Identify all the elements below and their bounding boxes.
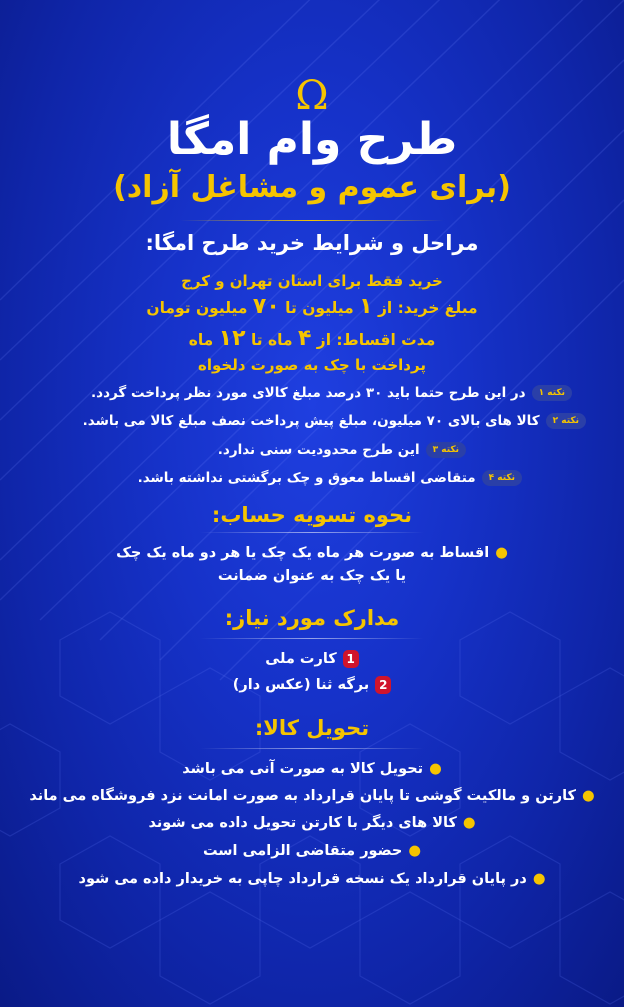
note-text: کالا های بالای ۷۰ میلیون، مبلغ پیش پرداخت نصف مبلغ کالا می باشد. [82,413,540,429]
term-mid: ماه تا [250,331,293,349]
settlement-heading: نحوه تسویه حساب: [211,503,413,527]
bullet-icon: ● [462,815,476,831]
documents-heading: مدارک مورد نیاز: [224,606,400,630]
bullet-icon: ● [495,545,508,561]
note-tag: نکته ۱ [532,385,572,401]
amount-suffix: میلیون تومان [146,299,248,317]
bullet-icon: ● [532,871,546,887]
amount-prefix: مبلغ خرید: از [377,299,478,317]
note-1 [91,381,572,405]
purchase-region: خرید فقط برای استان تهران و کرج [181,272,443,290]
payment-method: پرداخت با چک به صورت دلخواه [198,356,426,374]
document-item-2: 2برگه ثنا (عکس دار) [0,673,624,697]
note-2 [83,409,586,433]
settlement-line-2: یا یک چک به عنوان ضمانت [217,568,407,584]
delivery-divider [200,748,424,749]
bullet-icon: ● [429,761,442,777]
amount-mid: میلیون تا [285,299,354,317]
purchase-amount [0,294,624,321]
note-text: این طرح محدودیت سنی ندارد. [217,442,420,458]
delivery-item-5: ●در پایان قرارداد یک نسخه قرارداد چاپی به خریدار داده می شود [78,871,546,887]
delivery-heading: تحویل کالا: [254,716,370,740]
number-badge: 2 [375,676,391,694]
number-badge: 1 [343,650,359,668]
delivery-item-3: ●کالا های دیگر با کارتن تحویل داده می شوند [148,815,476,831]
term-min: ۴ [297,326,312,351]
term-suffix: ماه [188,331,214,349]
header-divider [180,220,444,221]
note-tag: نکته ۳ [426,442,466,458]
page-title: طرح وام امگا [166,114,458,165]
note-text: متقاضی اقساط معوق و چک برگشتی نداشته باشد. [137,470,476,486]
delivery-item-4: ●حضور متقاضی الزامی است [202,843,422,859]
note-4 [138,466,522,490]
note-3 [218,438,466,462]
delivery-item-2: ●کارتن و مالکیت گوشی تا پایان قرارداد به صورت امانت نزد فروشگاه می ماند [29,788,595,804]
term-prefix: مدت اقساط: از [316,331,436,349]
steps-heading: مراحل و شرایط خرید طرح امگا: [145,231,479,255]
amount-min: ۱ [359,294,373,319]
note-text: در این طرح حتما باید ۳۰ درصد مبلغ کالای مورد نظر پرداخت گردد. [91,385,526,401]
bullet-icon: ● [581,788,595,804]
note-tag: نکته ۴ [482,470,522,486]
document-item-1: 1کارت ملی [0,647,624,671]
page-subtitle: (برای عموم و مشاغل آزاد) [113,170,511,205]
installment-term [0,326,624,353]
bullet-icon: ● [408,843,422,859]
amount-max: ۷۰ [252,294,280,319]
delivery-item-1: ●تحویل کالا به صورت آنی می باشد [182,761,442,777]
documents-divider [200,638,424,639]
note-tag: نکته ۲ [546,413,586,429]
term-max: ۱۲ [218,326,246,351]
settlement-line-1: ●اقساط به صورت هر ماه یک چک یا هر دو ماه یک چک [116,545,508,561]
settlement-divider [200,532,424,533]
omega-logo-icon: Ω [295,73,329,119]
